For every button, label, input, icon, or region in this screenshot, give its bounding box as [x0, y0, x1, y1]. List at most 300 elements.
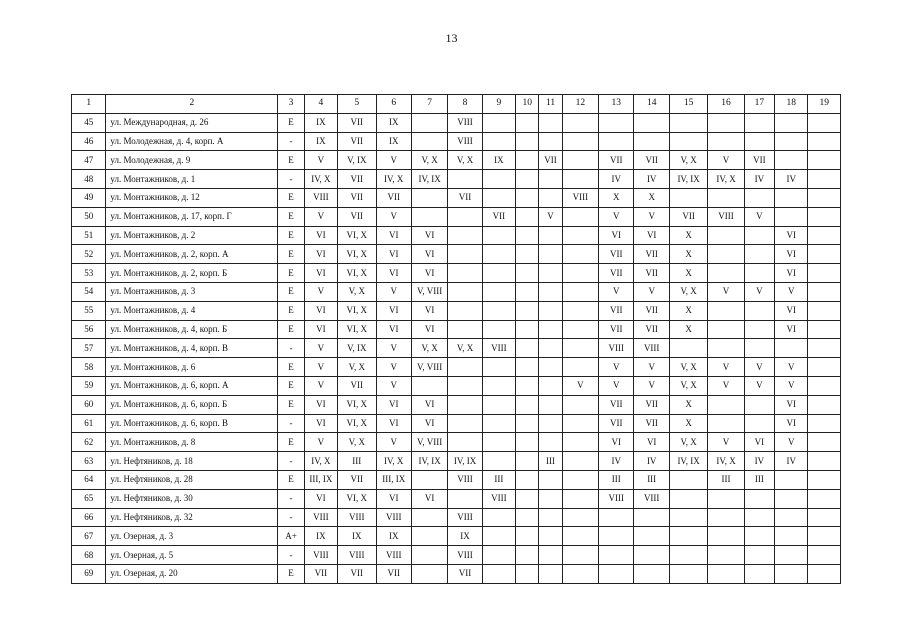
table-cell: ул. Молодежная, д. 9: [106, 151, 278, 170]
table-cell: Е: [278, 433, 304, 452]
table-cell: [516, 301, 539, 320]
table-cell: ул. Монтажников, д. 1: [106, 170, 278, 189]
table-cell: IX: [304, 113, 337, 132]
table-cell: [562, 489, 598, 508]
table-cell: [744, 301, 774, 320]
table-cell: IV, IX: [411, 452, 447, 471]
table-cell: 57: [72, 339, 106, 358]
table-cell: VIII: [376, 508, 411, 527]
table-cell: III: [744, 470, 774, 489]
table-cell: V, X: [448, 151, 482, 170]
table-cell: VII: [338, 207, 376, 226]
table-row: [72, 207, 841, 226]
table-cell: [775, 508, 808, 527]
table-row: [72, 452, 841, 471]
table-cell: [482, 358, 515, 377]
table-cell: VI: [304, 301, 337, 320]
table-cell: V: [376, 358, 411, 377]
table-cell: [808, 132, 841, 151]
table-cell: [482, 282, 515, 301]
table-cell: VI: [599, 433, 634, 452]
table-cell: VI, X: [338, 320, 376, 339]
table-cell: VIII: [482, 489, 515, 508]
header-cell: 1: [72, 95, 106, 114]
table-cell: ул. Монтажников, д. 12: [106, 188, 278, 207]
table-cell: [708, 188, 744, 207]
table-cell: [599, 564, 634, 583]
header-cell: 15: [669, 95, 707, 114]
table-cell: [482, 245, 515, 264]
table-cell: [744, 546, 774, 565]
table-cell: [708, 320, 744, 339]
table-cell: -: [278, 508, 304, 527]
table-cell: [482, 320, 515, 339]
table-cell: [808, 301, 841, 320]
table-cell: [669, 188, 707, 207]
table-cell: V: [376, 339, 411, 358]
table-cell: V: [562, 376, 598, 395]
table-row: [72, 282, 841, 301]
table-cell: [775, 546, 808, 565]
table-cell: [482, 433, 515, 452]
table-cell: [708, 489, 744, 508]
header-cell: 6: [376, 95, 411, 114]
table-cell: IV, X: [376, 170, 411, 189]
table-cell: IV, X: [304, 170, 337, 189]
table-cell: [448, 207, 482, 226]
table-cell: IV, X: [708, 452, 744, 471]
header-cell: 9: [482, 95, 515, 114]
table-cell: ул. Монтажников, д. 2: [106, 226, 278, 245]
table-cell: VI: [775, 264, 808, 283]
table-cell: 58: [72, 358, 106, 377]
table-cell: IV, X: [376, 452, 411, 471]
table-cell: [516, 470, 539, 489]
table-cell: [448, 245, 482, 264]
table-cell: VII: [376, 188, 411, 207]
table-cell: [669, 470, 707, 489]
table-cell: IV, X: [304, 452, 337, 471]
table-cell: X: [669, 264, 707, 283]
table-cell: 55: [72, 301, 106, 320]
table-cell: ул. Монтажников, д. 6: [106, 358, 278, 377]
table-cell: V: [304, 151, 337, 170]
table-cell: V: [708, 151, 744, 170]
table-cell: Е: [278, 113, 304, 132]
table-cell: VII: [338, 564, 376, 583]
table-cell: IV: [775, 452, 808, 471]
table-cell: [482, 452, 515, 471]
table-cell: VII: [634, 414, 669, 433]
table-cell: [539, 170, 562, 189]
header-cell: 18: [775, 95, 808, 114]
table-cell: V: [775, 282, 808, 301]
table-cell: [744, 113, 774, 132]
table-row: [72, 414, 841, 433]
table-cell: [539, 508, 562, 527]
table-cell: VI: [376, 395, 411, 414]
table-cell: [808, 564, 841, 583]
table-cell: VI: [304, 395, 337, 414]
table-cell: [448, 433, 482, 452]
table-cell: VIII: [562, 188, 598, 207]
table-cell: [516, 564, 539, 583]
table-cell: [708, 264, 744, 283]
table-cell: [708, 508, 744, 527]
table-cell: [708, 339, 744, 358]
table-row: [72, 339, 841, 358]
header-cell: 16: [708, 95, 744, 114]
table-cell: X: [669, 395, 707, 414]
table-cell: 62: [72, 433, 106, 452]
table-cell: ул. Нефтяников, д. 28: [106, 470, 278, 489]
table-cell: [775, 132, 808, 151]
table-cell: -: [278, 339, 304, 358]
table-cell: [775, 113, 808, 132]
table-cell: VII: [744, 151, 774, 170]
table-cell: [482, 508, 515, 527]
table-cell: V, X: [338, 282, 376, 301]
table-cell: [808, 264, 841, 283]
table-cell: VI, X: [338, 395, 376, 414]
table-row: [72, 188, 841, 207]
table-cell: 56: [72, 320, 106, 339]
table-cell: [669, 527, 707, 546]
table-cell: 64: [72, 470, 106, 489]
table-cell: ул. Нефтяников, д. 30: [106, 489, 278, 508]
table-cell: V: [775, 358, 808, 377]
table-cell: 65: [72, 489, 106, 508]
table-cell: VIII: [448, 113, 482, 132]
table-cell: [516, 395, 539, 414]
table-cell: V: [539, 207, 562, 226]
table-cell: ул. Монтажников, д. 2, корп. Б: [106, 264, 278, 283]
table-cell: 68: [72, 546, 106, 565]
table-cell: V, X: [448, 339, 482, 358]
table-cell: [562, 151, 598, 170]
table-cell: 48: [72, 170, 106, 189]
table-cell: [808, 207, 841, 226]
table-cell: [669, 508, 707, 527]
table-cell: V: [304, 358, 337, 377]
table-cell: [562, 282, 598, 301]
table-cell: [562, 245, 598, 264]
table-cell: IV: [599, 452, 634, 471]
table-cell: ул. Монтажников, д. 4: [106, 301, 278, 320]
table-cell: V: [599, 376, 634, 395]
table-cell: [775, 489, 808, 508]
table-cell: [562, 132, 598, 151]
table-cell: [539, 301, 562, 320]
table-cell: VII: [599, 264, 634, 283]
table-cell: -: [278, 132, 304, 151]
table-cell: VII: [448, 564, 482, 583]
table-cell: [599, 508, 634, 527]
table-cell: VIII: [634, 339, 669, 358]
table-row: [72, 170, 841, 189]
table-cell: [708, 564, 744, 583]
table-cell: VII: [634, 151, 669, 170]
table-cell: III, IX: [304, 470, 337, 489]
table-cell: ул. Международная, д. 26: [106, 113, 278, 132]
table-cell: [708, 245, 744, 264]
table-cell: VIII: [448, 470, 482, 489]
table-cell: VI: [599, 226, 634, 245]
table-cell: Е: [278, 358, 304, 377]
table-cell: Е: [278, 376, 304, 395]
table-row: [72, 358, 841, 377]
table-cell: IX: [482, 151, 515, 170]
table-cell: [411, 508, 447, 527]
table-cell: ул. Монтажников, д. 2, корп. А: [106, 245, 278, 264]
table-cell: V: [634, 282, 669, 301]
table-cell: [482, 414, 515, 433]
table-cell: [411, 470, 447, 489]
table-cell: [539, 320, 562, 339]
table-cell: ул. Озерная, д. 5: [106, 546, 278, 565]
table-cell: VII: [539, 151, 562, 170]
table-cell: [562, 358, 598, 377]
table-cell: [808, 546, 841, 565]
table-cell: VII: [338, 170, 376, 189]
table-row: [72, 301, 841, 320]
table-cell: [482, 301, 515, 320]
table-cell: [516, 188, 539, 207]
header-cell: 12: [562, 95, 598, 114]
table-cell: [808, 320, 841, 339]
table-cell: [634, 546, 669, 565]
table-cell: [562, 395, 598, 414]
table-cell: [775, 564, 808, 583]
table-cell: 50: [72, 207, 106, 226]
table-cell: VII: [338, 113, 376, 132]
header-cell: 5: [338, 95, 376, 114]
table-cell: III, IX: [376, 470, 411, 489]
table-cell: [539, 395, 562, 414]
table-cell: [634, 508, 669, 527]
table-cell: V: [744, 358, 774, 377]
table-cell: Е: [278, 207, 304, 226]
table-cell: X: [599, 188, 634, 207]
table-cell: IV: [744, 452, 774, 471]
table-cell: V: [708, 376, 744, 395]
table-cell: VII: [599, 245, 634, 264]
table-cell: [516, 320, 539, 339]
table-cell: [539, 546, 562, 565]
table-cell: V, X: [669, 151, 707, 170]
table-cell: VII: [634, 301, 669, 320]
table-cell: [539, 414, 562, 433]
table-cell: IX: [376, 527, 411, 546]
table-cell: VI: [376, 301, 411, 320]
header-cell: 8: [448, 95, 482, 114]
table-cell: Е: [278, 282, 304, 301]
table-row: [72, 151, 841, 170]
table-cell: ул. Монтажников, д. 4, корп. В: [106, 339, 278, 358]
table-cell: [775, 207, 808, 226]
table-cell: [516, 376, 539, 395]
table-cell: VI: [376, 489, 411, 508]
table-row: [72, 376, 841, 395]
header-cell: 2: [106, 95, 278, 114]
table-row: [72, 470, 841, 489]
table-cell: [562, 414, 598, 433]
table-cell: Е: [278, 226, 304, 245]
table-cell: [808, 452, 841, 471]
table-cell: VII: [338, 188, 376, 207]
table-cell: VI: [775, 301, 808, 320]
table-cell: ул. Молодежная, д. 4, корп. А: [106, 132, 278, 151]
table-cell: VI, X: [338, 264, 376, 283]
table-cell: V: [304, 339, 337, 358]
table-cell: V, X: [411, 151, 447, 170]
table-cell: [411, 207, 447, 226]
table-cell: IX: [448, 527, 482, 546]
table-cell: VI: [411, 395, 447, 414]
table-cell: [516, 245, 539, 264]
table-cell: -: [278, 414, 304, 433]
table-cell: V, IX: [338, 151, 376, 170]
table-cell: VI, X: [338, 245, 376, 264]
table-cell: [708, 527, 744, 546]
table-cell: Е: [278, 245, 304, 264]
table-cell: [539, 433, 562, 452]
header-cell: 11: [539, 95, 562, 114]
table-cell: [708, 113, 744, 132]
table-cell: VI: [411, 320, 447, 339]
table-cell: [562, 564, 598, 583]
table-cell: V: [304, 282, 337, 301]
table-cell: [411, 546, 447, 565]
table-cell: [411, 564, 447, 583]
table-cell: А+: [278, 527, 304, 546]
table-cell: [744, 395, 774, 414]
table-cell: [669, 564, 707, 583]
table-cell: [634, 113, 669, 132]
table-cell: [539, 264, 562, 283]
table-cell: [634, 527, 669, 546]
table-cell: [411, 188, 447, 207]
table-row: [72, 320, 841, 339]
table-cell: V: [634, 207, 669, 226]
table-cell: 69: [72, 564, 106, 583]
table-cell: VI: [304, 226, 337, 245]
table-cell: Е: [278, 470, 304, 489]
table-cell: [411, 376, 447, 395]
table-cell: [516, 339, 539, 358]
table-cell: VI: [304, 414, 337, 433]
table-cell: V: [376, 282, 411, 301]
table-cell: IV, X: [708, 170, 744, 189]
table-cell: VI: [775, 226, 808, 245]
table-cell: [562, 508, 598, 527]
table-cell: IX: [376, 113, 411, 132]
table-cell: [448, 489, 482, 508]
table-cell: [448, 170, 482, 189]
table-cell: 63: [72, 452, 106, 471]
table-cell: VII: [338, 132, 376, 151]
table-cell: [808, 226, 841, 245]
table-cell: [744, 188, 774, 207]
table-cell: VIII: [708, 207, 744, 226]
table-cell: [411, 132, 447, 151]
table-cell: [516, 226, 539, 245]
table-cell: [775, 527, 808, 546]
table-cell: 67: [72, 527, 106, 546]
table-cell: VII: [338, 376, 376, 395]
table-cell: [775, 339, 808, 358]
table-cell: V, IX: [338, 339, 376, 358]
table-cell: [669, 132, 707, 151]
table-cell: [516, 358, 539, 377]
table-cell: [669, 489, 707, 508]
table-cell: [539, 489, 562, 508]
table-cell: III: [482, 470, 515, 489]
table-cell: [448, 282, 482, 301]
table-cell: [448, 301, 482, 320]
table-cell: [562, 170, 598, 189]
table-cell: ул. Монтажников, д. 4, корп. Б: [106, 320, 278, 339]
table-cell: [482, 527, 515, 546]
table-cell: [516, 132, 539, 151]
header-cell: 10: [516, 95, 539, 114]
table-cell: [808, 245, 841, 264]
table-cell: ул. Монтажников, д. 6, корп. А: [106, 376, 278, 395]
table-cell: V: [634, 376, 669, 395]
table-cell: VI: [634, 226, 669, 245]
table-cell: Е: [278, 301, 304, 320]
table-cell: VIII: [338, 546, 376, 565]
table-cell: [744, 564, 774, 583]
table-cell: [808, 282, 841, 301]
table-cell: VIII: [448, 508, 482, 527]
table-cell: IX: [304, 527, 337, 546]
table-cell: [516, 414, 539, 433]
table-cell: [634, 132, 669, 151]
table-cell: VI: [304, 489, 337, 508]
table-cell: III: [708, 470, 744, 489]
table-cell: ул. Озерная, д. 3: [106, 527, 278, 546]
table-cell: [669, 546, 707, 565]
table-cell: ул. Монтажников, д. 17, корп. Г: [106, 207, 278, 226]
table-cell: VI, X: [338, 226, 376, 245]
table-cell: [808, 358, 841, 377]
table-cell: VII: [482, 207, 515, 226]
table-cell: ул. Монтажников, д. 8: [106, 433, 278, 452]
table-cell: VI: [775, 414, 808, 433]
table-cell: ул. Монтажников, д. 6, корп. В: [106, 414, 278, 433]
table-cell: IV: [634, 170, 669, 189]
table-cell: VI: [411, 264, 447, 283]
table-cell: [808, 470, 841, 489]
table-cell: III: [599, 470, 634, 489]
table-cell: [808, 376, 841, 395]
table-cell: [516, 546, 539, 565]
table-cell: [599, 132, 634, 151]
table-cell: [744, 489, 774, 508]
table-cell: ул. Монтажников, д. 6, корп. Б: [106, 395, 278, 414]
table-cell: [562, 226, 598, 245]
header-row: [72, 95, 841, 114]
table-cell: [634, 564, 669, 583]
table-cell: [744, 508, 774, 527]
header-cell: 13: [599, 95, 634, 114]
table-cell: [744, 414, 774, 433]
table-cell: [539, 527, 562, 546]
table-cell: VIII: [376, 546, 411, 565]
table-cell: IV: [775, 170, 808, 189]
page-number: 13: [445, 31, 458, 45]
